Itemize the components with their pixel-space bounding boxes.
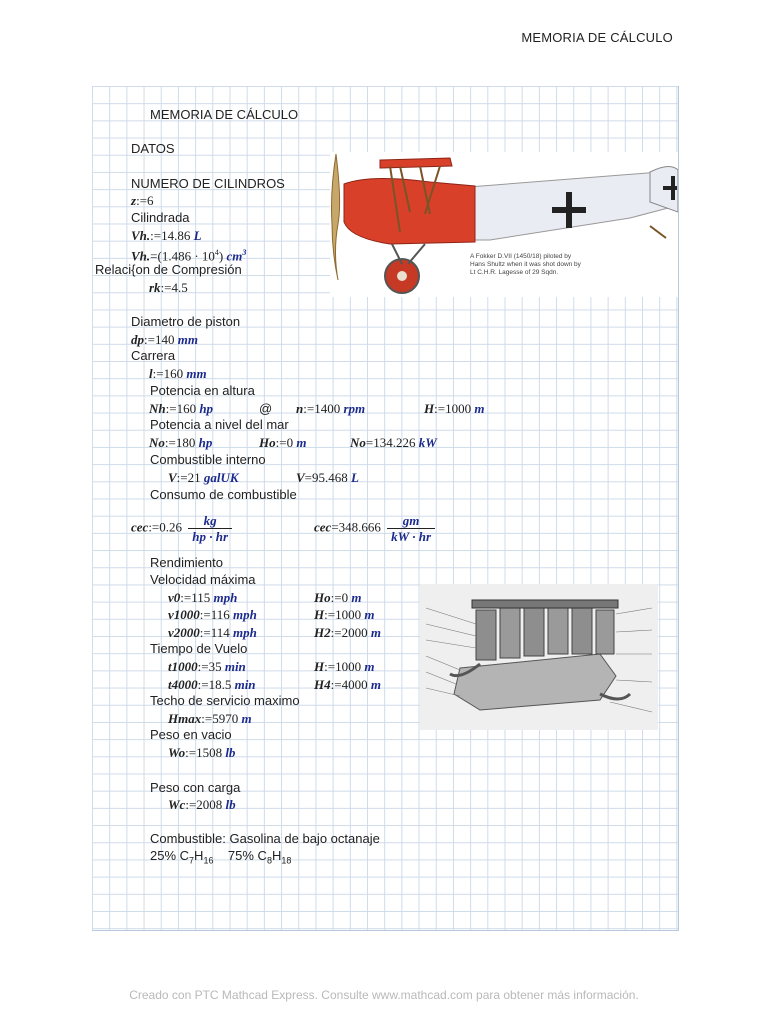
eq-no-result[interactable]: No=134.226 kW <box>350 435 437 450</box>
eq-hmax[interactable]: Hmax:=5970 m <box>168 711 252 726</box>
plane-caption-line: Hans Shultz when it was shot down by <box>470 261 581 268</box>
engine-illustration <box>420 584 658 730</box>
at-symbol: @ <box>259 401 273 416</box>
eq-h4[interactable]: H4:=4000 m <box>314 677 381 692</box>
page-header: MEMORIA DE CÁLCULO <box>521 30 673 45</box>
diametro-label: Diametro de piston <box>131 314 241 329</box>
eq-z[interactable]: z:=6 <box>131 193 154 208</box>
eq-ho[interactable]: Ho:=0 m <box>259 435 307 450</box>
eq-v-def[interactable]: V:=21 galUK <box>168 470 239 485</box>
eq-l[interactable]: l:=160 mm <box>149 366 207 381</box>
eq-dp[interactable]: dp:=140 mm <box>131 332 198 347</box>
eq-v2000[interactable]: v2000:=114 mph <box>168 625 257 640</box>
eq-n[interactable]: n:=1400 rpm <box>296 401 366 416</box>
eq-h-tiempo[interactable]: H:=1000 m <box>314 659 375 674</box>
eq-t4000[interactable]: t4000:=18.5 min <box>168 677 256 692</box>
eq-cec-result[interactable]: cec=348.666 $\frac{gm}{kW \cdot hr}$ <box>314 513 435 544</box>
plane-caption-line: A Fokker D.VII (1450/18) piloted by <box>470 253 572 260</box>
tiempo-label: Tiempo de Vuelo <box>150 641 248 656</box>
fuel-mix: 25% $C_7H_{16}$ 75% $C_8H_{18}$ <box>150 848 292 866</box>
eq-wc[interactable]: Wc:=2008 lb <box>168 797 236 812</box>
eq-wo[interactable]: Wo:=1508 lb <box>168 745 236 760</box>
rendimiento-label: Rendimiento <box>150 555 223 570</box>
cilindrada-label: Cilindrada <box>131 210 190 225</box>
eq-v1000[interactable]: v1000:=116 mph <box>168 607 257 622</box>
combustible-label: Combustible: Gasolina de bajo octanaje <box>150 831 380 846</box>
eq-v-result[interactable]: V=95.468 L <box>296 470 359 485</box>
peso-vacio-label: Peso en vacio <box>150 727 232 742</box>
velocidad-label: Velocidad máxima <box>150 572 256 587</box>
techo-label: Techo de servicio maximo <box>150 693 300 708</box>
potencia-mar-label: Potencia a nivel del mar <box>150 417 289 432</box>
eq-h-altura[interactable]: H:=1000 m <box>424 401 485 416</box>
cilindros-label: NUMERO DE CILINDROS <box>131 176 285 191</box>
eq-ho-vel[interactable]: Ho:=0 m <box>314 590 362 605</box>
eq-v0[interactable]: v0:=115 mph <box>168 590 238 605</box>
eq-h2[interactable]: H2:=2000 m <box>314 625 381 640</box>
eq-vh-result[interactable]: $Vh.=(1.486 \cdot 10^4)$ $cm^3$ <box>131 248 247 264</box>
eq-t1000[interactable]: t1000:=35 min <box>168 659 246 674</box>
datos-label: DATOS <box>131 141 175 156</box>
combustible-interno-label: Combustible interno <box>150 452 266 467</box>
plane-caption-line: Lt C.H.R. Lagesse of 29 Sqdn. <box>470 269 559 276</box>
worksheet-title: MEMORIA DE CÁLCULO <box>150 107 299 122</box>
eq-nh[interactable]: Nh:=160 hp <box>149 401 214 416</box>
eq-rk[interactable]: rk:=4.5 <box>149 280 188 295</box>
eq-h-vel[interactable]: H:=1000 m <box>314 607 375 622</box>
eq-no-def[interactable]: No:=180 hp <box>149 435 213 450</box>
potencia-altura-label: Potencia en altura <box>150 383 255 398</box>
footer-note: Creado con PTC Mathcad Express. Consulte www.mathcad.com para obtener más información. <box>129 988 639 1002</box>
fokker-plane-image <box>330 152 678 297</box>
plane-caption <box>470 253 581 277</box>
engine-image <box>420 584 658 730</box>
carrera-label: Carrera <box>131 348 176 363</box>
consumo-label: Consumo de combustible <box>150 487 297 502</box>
eq-cec-def[interactable]: cec:=0.26 $\frac{kg}{hp \cdot hr}$ <box>131 513 232 544</box>
relacion-label: Relaci{on de Compresión <box>95 262 242 277</box>
eq-vh-def[interactable]: Vh.:=14.86 L <box>131 228 202 243</box>
peso-carga-label: Peso con carga <box>150 780 241 795</box>
